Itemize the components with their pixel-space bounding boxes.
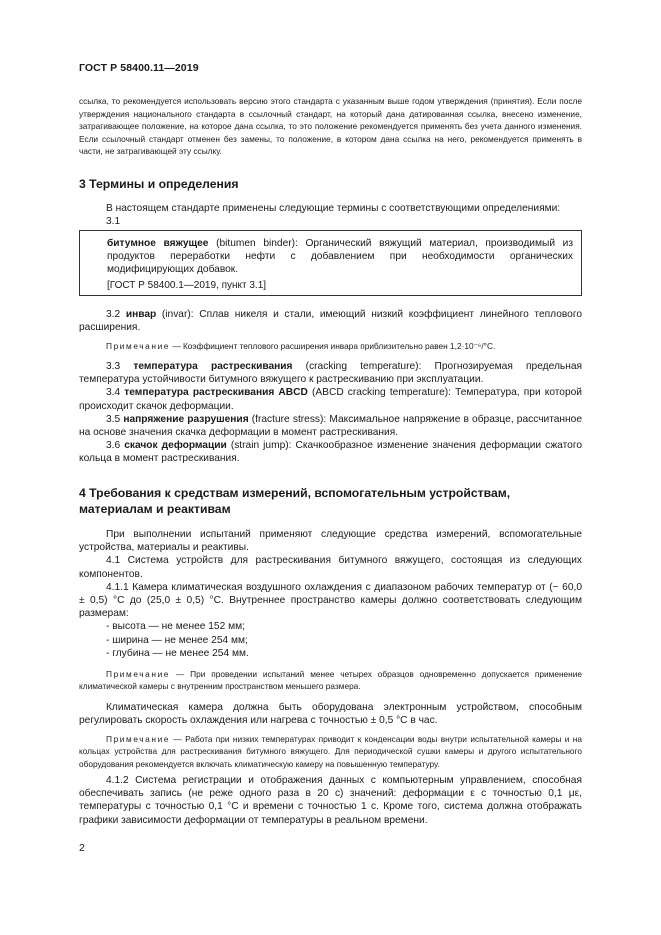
paragraph-4-1-2-text: 4.1.2 Система регистрации и отображения данных с компьютерным управлением, способная обеспечивать запись (не реже одного раза в 20 с) значений: деформации ε с точностью 0,1 με, температуры с точностью 0,1 °С и времени с точностью 1 с. Кроме того, система должна отображать графики зависимости деформации от температуры в реальном времени. xyxy=(79,775,582,826)
term-3-1-text: (bitumen binder): Органический вяжущий материал, производимый из продуктов переработки нефти с добавлением при необходимости органических модифицирующих добавок. xyxy=(107,238,573,276)
term-3-5-term: напряжение разрушения xyxy=(123,413,249,425)
section-3-title: 3 Термины и определения xyxy=(79,177,239,191)
paragraph-4-intro: При выполнении испытаний применяют следующие средства измерений, вспомогательные устройства, материалы и реактивы. xyxy=(79,529,582,554)
term-3-1-reference: [ГОСТ Р 58400.1—2019, пункт 3.1] xyxy=(107,280,267,291)
term-3-2 xyxy=(79,308,582,334)
section-3-heading-wrap xyxy=(79,177,582,193)
term-3-3-term: температура растрескивания xyxy=(133,361,293,372)
term-3-4-text: (ABCD cracking temperature): Температура, при которой происходит скачок деформации. xyxy=(79,387,582,412)
term-3-3-number: 3.3 xyxy=(106,361,134,372)
term-3-1-number: 3.1 xyxy=(106,216,121,228)
term-3-1-definition xyxy=(107,237,573,277)
term-3-5-number: 3.5 xyxy=(106,413,124,425)
section-3-lead xyxy=(79,202,582,228)
paragraph-4-1: 4.1 Система устройств для растрескивания битумного вяжущего, состоящая из следующих компонентов. xyxy=(79,555,582,580)
term-3-6-text: (strain jump): Скачкообразное изменение значения деформации сжатого кольца в момент растрескивания. xyxy=(79,440,582,465)
lead-text: В настоящем стандарте применены следующие термины с соответствующими определениями: xyxy=(106,203,561,214)
paragraph-4-1-2 xyxy=(79,774,582,827)
paragraph-4-1-1: 4.1.1 Камера климатическая воздушного охлаждения с диапазоном рабочих температур от (− 60,0 ± 0,5) °С до (25,0 ± 0,5) °С. Внутреннее пространство камеры должно соответствовать следующим размерам: xyxy=(79,581,582,620)
term-3-4-number: 3.4 xyxy=(106,387,125,399)
document-header: ГОСТ Р 58400.11—2019 xyxy=(79,62,199,74)
term-3-4-term: температура растрескивания ABCD xyxy=(124,387,308,399)
term-3-6-term: скачок деформации xyxy=(124,440,227,452)
term-3-6 xyxy=(79,439,582,465)
section-4-title-line-2: материалам и реактивам xyxy=(79,501,231,516)
note-2 xyxy=(79,668,582,693)
term-3-2-number: 3.2 xyxy=(106,309,126,320)
list-item-height: - высота — не менее 152 мм; xyxy=(106,621,245,633)
terms-3-3-to-3-6 xyxy=(79,360,582,466)
section-4-body xyxy=(79,528,582,660)
term-3-2-text: (invar): Сплав никеля и стали, имеющий низкий коэффициент линейного теплового расширения. xyxy=(79,309,582,334)
paragraph-chamber-control xyxy=(79,701,582,727)
term-3-1-term: битумное вяжущее xyxy=(107,238,209,249)
page-number: 2 xyxy=(79,842,85,854)
term-3-3-text: (cracking temperature): Прогнозируемая предельная температура устойчивости битумного вяжущего к растрескиванию при эксплуатации. xyxy=(79,361,582,386)
intro-paragraph: ссылка, то рекомендуется использовать версию этого стандарта с указанным выше годом утверждения (принятия). Если после утверждения национального стандарта в ссылочный стандарт, на который дана датированная ссылка, внесено изменение, затрагивающее положение, на которое дана ссылка, то это положение рекомендуется применять без учета данного изменения. Если ссылочный стандарт отменен без замены, то положение, в котором дана ссылка на него, рекомендуется применять в части, не затрагивающей эту ссылку. xyxy=(79,96,582,157)
note-3-text: — Работа при низких температурах приводит к конденсации воды внутри испытательной камеры и на кольцах устройства для растрескивания битумного вяжущего. Для периодической сушки камеры и другого испытательного оборудования рекомендуется включать климатическую камеру на повышенную температуру. xyxy=(79,734,582,769)
section-4-heading xyxy=(79,486,582,517)
note-1 xyxy=(79,340,582,352)
term-3-2-term: инвар xyxy=(125,309,157,320)
note-2-text: — При проведении испытаний менее четырех образцов одновременно допускается применение климатической камеры с внутренним пространством меньшего размера. xyxy=(79,669,582,692)
note-2-label: Примечание xyxy=(106,669,171,679)
term-3-3 xyxy=(79,360,582,386)
term-3-5 xyxy=(79,413,582,439)
note-1-label: Примечание xyxy=(106,341,171,351)
list-item-depth: - глубина — не менее 254 мм. xyxy=(106,647,249,659)
chamber-control-text: Климатическая камера должна быть оборудована электронным устройством, способным регулировать скорость охлаждения или нагрева с точностью ± 0,5 °С в час. xyxy=(79,702,582,727)
term-3-4 xyxy=(79,386,582,412)
term-3-1-box xyxy=(79,230,582,296)
section-4-title-line-1: 4 Требования к средствам измерений, вспомогательным устройствам, xyxy=(79,486,511,500)
list-item-width: - ширина — не менее 254 мм; xyxy=(106,634,248,646)
note-3-label: Примечание xyxy=(106,734,171,744)
note-3 xyxy=(79,733,582,770)
term-3-6-number: 3.6 xyxy=(106,440,125,452)
note-1-text: — Коэффициент теплового расширения инвара приблизительно равен 1,2·10⁻⁶/°С. xyxy=(170,341,496,351)
term-3-5-text: (fracture stress): Максимальное напряжение в образце, рассчитанное на основе значения скачка деформации в момент растрескивания. xyxy=(79,413,582,439)
